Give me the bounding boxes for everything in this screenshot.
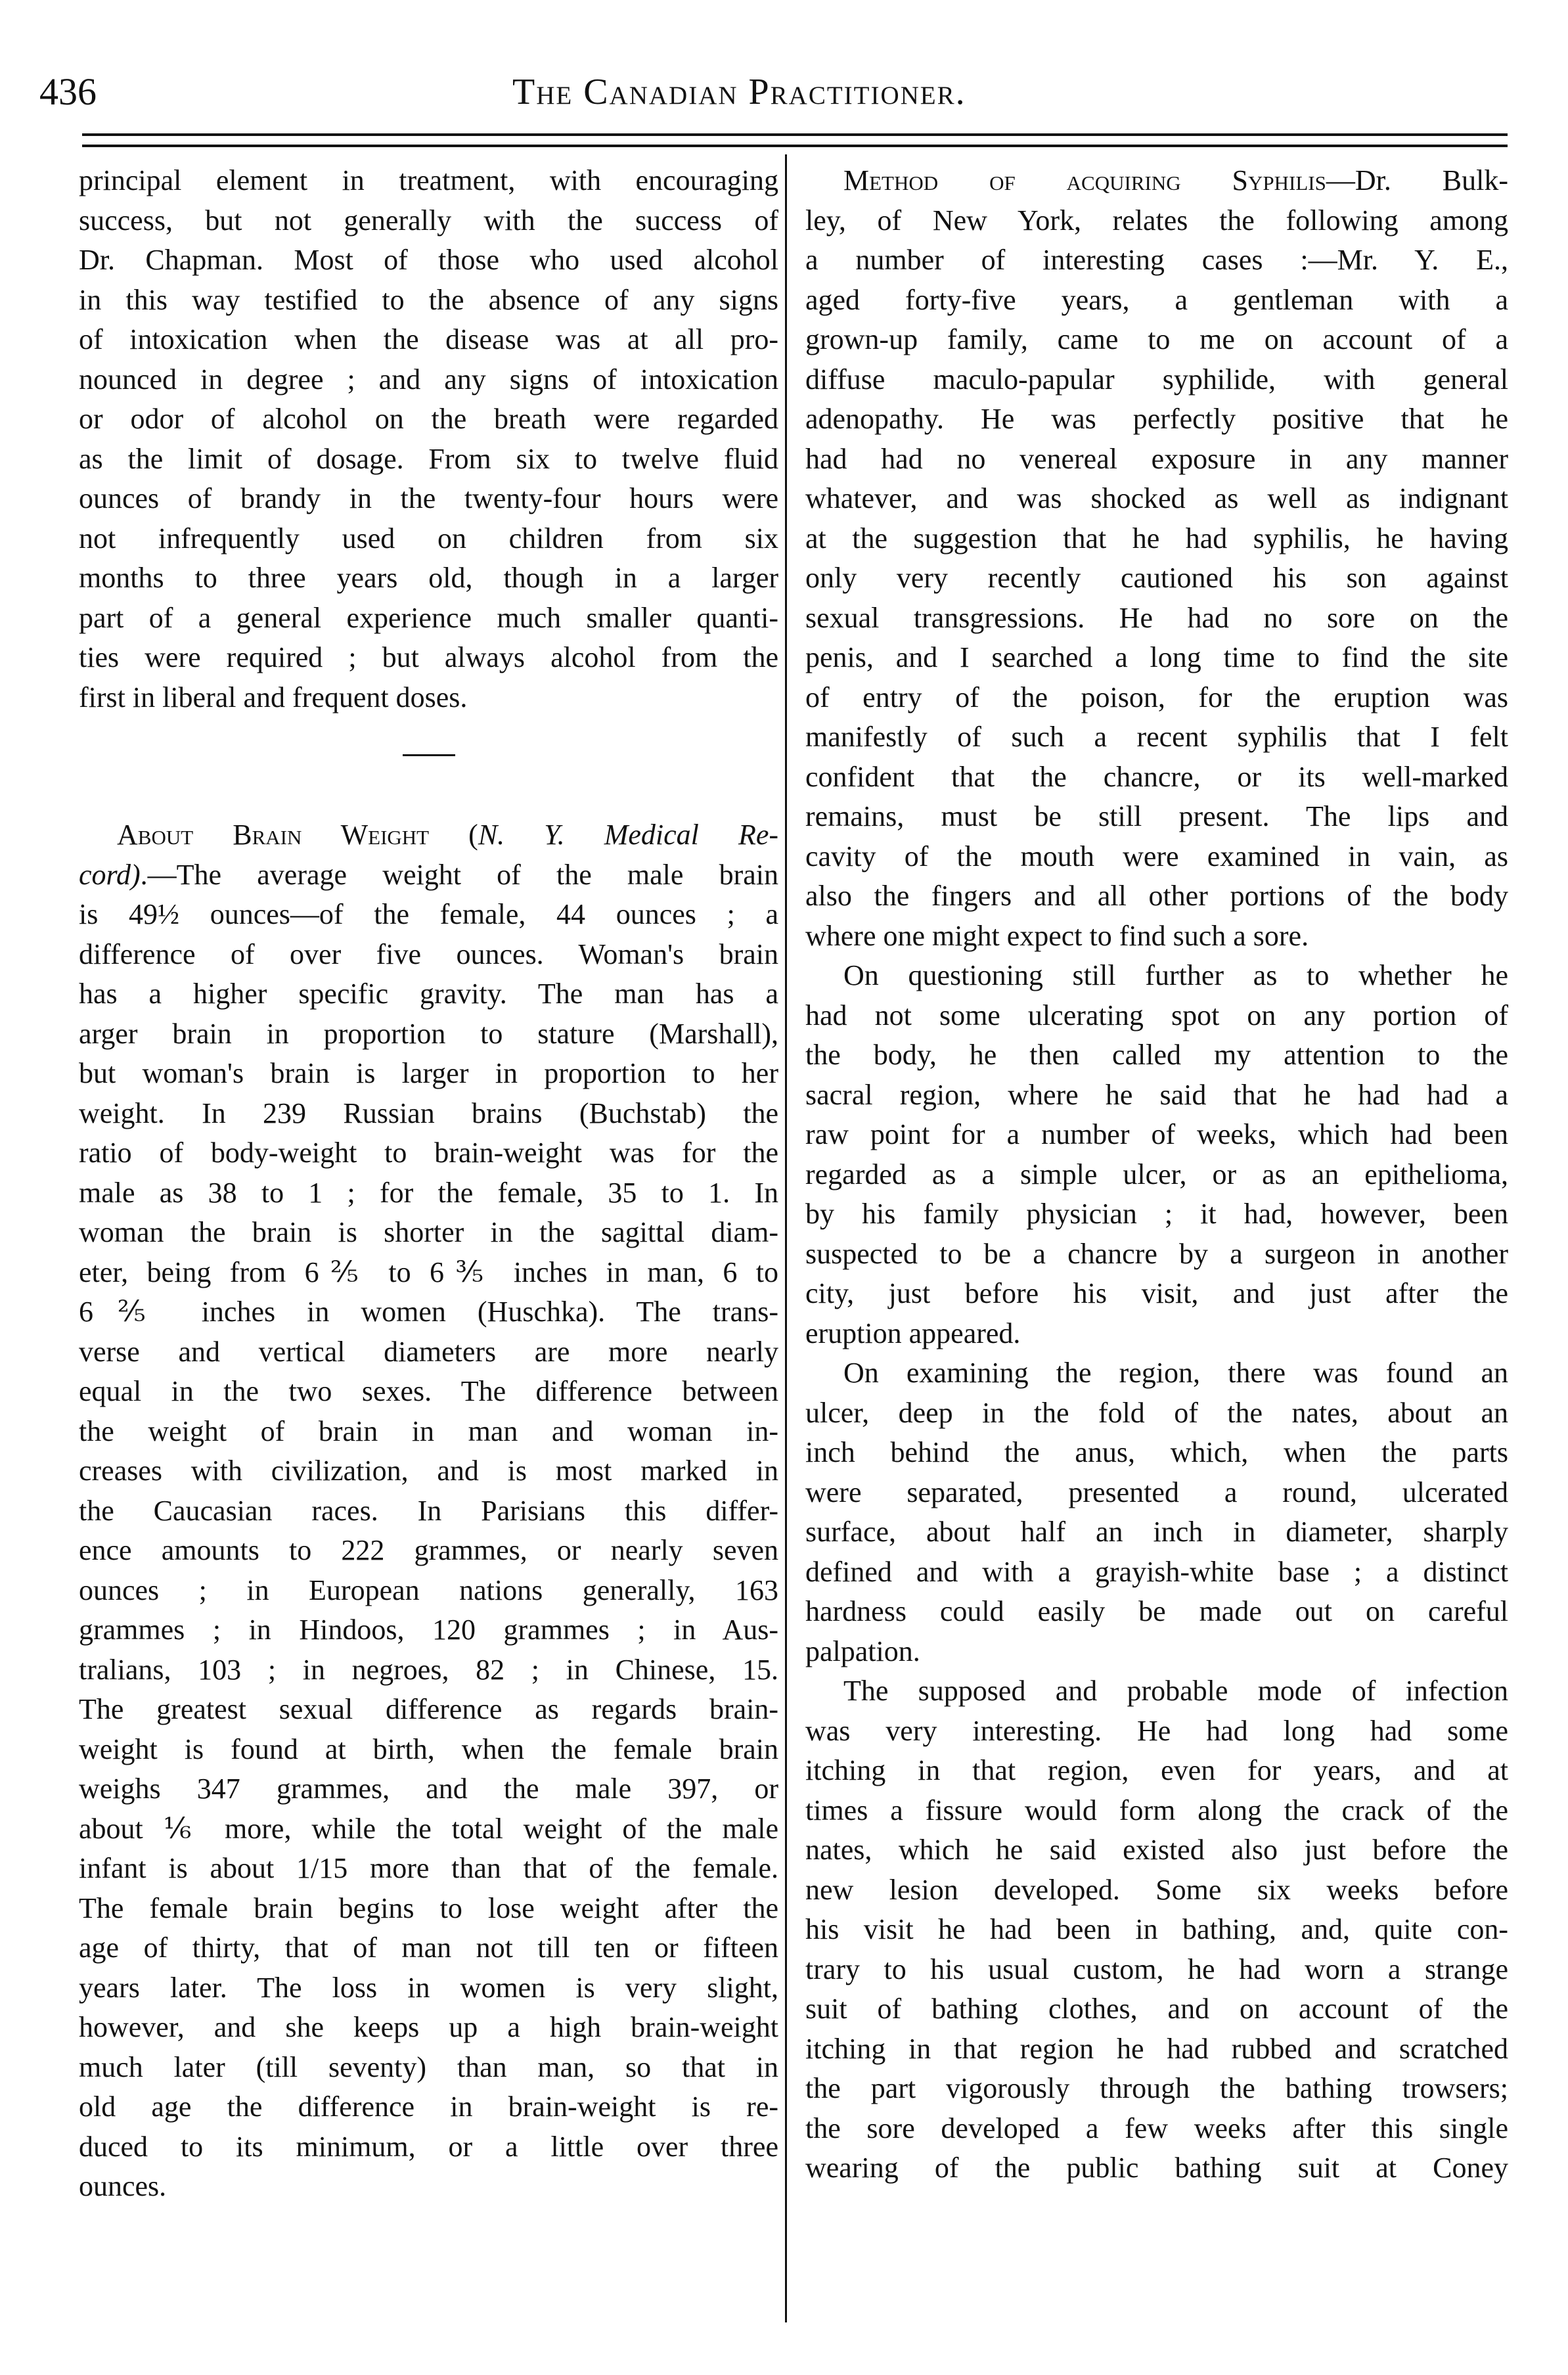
text-line: sacral region, where he said that he had had a [805, 1078, 1508, 1111]
text-line: sexual transgressions. He had no sore on the [805, 601, 1508, 634]
text-line: adenopathy. He was perfectly positive that he [805, 403, 1508, 435]
text-line: regarded as a simple ulcer, or as an epithelioma, [805, 1158, 1508, 1190]
text-line: only very recently cautioned his son against [805, 562, 1508, 594]
text-line: grammes ; in Hindoos, 120 grammes ; in Aus- [79, 1614, 778, 1646]
paragraph [805, 956, 1508, 1353]
text-line: part of a general experience much smaller quanti- [79, 601, 778, 634]
text-line: was very interesting. He had long had some [805, 1714, 1508, 1747]
text-line: eter, being from 6⅖ to 6⅗ inches in man, 6 to [79, 1255, 778, 1288]
text-line: a number of interesting cases :—Mr. Y. E., [805, 244, 1508, 276]
text-line: nates, which he said existed also just before the [805, 1834, 1508, 1866]
right-column [805, 161, 1508, 2188]
text-line: trary to his usual custom, he had worn a strange [805, 1953, 1508, 1985]
text-line: itching in that region, even for years, and at [805, 1754, 1508, 1786]
section-break-rule [403, 754, 455, 756]
text-line: suspected to be a chancre by a surgeon in another [805, 1237, 1508, 1270]
source-paren: ( [468, 819, 478, 851]
text-line: The supposed and probable mode of infection [843, 1675, 1508, 1707]
text-line: The greatest sexual difference as regards brain- [79, 1693, 778, 1725]
text-line: hardness could easily be made out on careful [805, 1595, 1508, 1627]
text-line: nounced in degree ; and any signs of intoxication [79, 363, 778, 396]
running-title: The Canadian Practitioner. [512, 72, 966, 112]
article-source: N. Y. Medical Re- [478, 819, 778, 851]
text-line: the weight of brain in man and woman in- [79, 1414, 778, 1447]
header-rule-bottom [82, 145, 1508, 147]
text-line: weighs 347 grammes, and the male 397, or [79, 1773, 778, 1805]
article-brain-weight [79, 815, 778, 2207]
text-line: success, but not generally with the success of [79, 204, 778, 237]
text-line: as the limit of dosage. From six to twelve fluid [79, 442, 778, 475]
text-line: also the fingers and all other portions of the body [805, 880, 1508, 912]
text-line: ties were required ; but always alcohol from the [79, 641, 778, 673]
article-source-cont: cord) [79, 858, 141, 891]
text-line: old age the difference in brain-weight is re- [79, 2091, 778, 2123]
text-line: On examining the region, there was found an [843, 1357, 1508, 1389]
text-line: duced to its minimum, or a little over three [79, 2130, 778, 2163]
article-title: About Brain Weight [117, 819, 430, 851]
article-line [79, 855, 778, 895]
text-line: by his family physician ; it had, however, been [805, 1198, 1508, 1230]
text-line: raw point for a number of weeks, which had been [805, 1118, 1508, 1150]
text-line: confident that the chancre, or its well-marked [805, 760, 1508, 793]
column-divider [785, 154, 787, 2322]
text-line: palpation. [805, 1635, 920, 1667]
text-line: however, and she keeps up a high brain-weight [79, 2011, 778, 2043]
text-line: manifestly of such a recent syphilis that I felt [805, 721, 1508, 753]
text-line: inch behind the anus, which, when the parts [805, 1436, 1508, 1468]
text-line: in this way testified to the absence of any signs [79, 283, 778, 316]
text-line: arger brain in proportion to stature (Marshall), [79, 1017, 778, 1050]
text-line: aged forty-five years, a gentleman with a [805, 283, 1508, 316]
text-line: has a higher specific gravity. The man has a [79, 978, 778, 1010]
paragraph [805, 1671, 1508, 2188]
text-line: The female brain begins to lose weight after the [79, 1891, 778, 1924]
article-text: —Dr. Bulk- [1326, 164, 1509, 196]
text-line: weight. In 239 Russian brains (Buchstab) the [79, 1097, 778, 1129]
text-line: where one might expect to find such a sore. [805, 919, 1309, 952]
text-line: eruption appeared. [805, 1317, 1021, 1349]
page-number: 436 [39, 70, 97, 113]
text-line: is 49½ ounces—of the female, 44 ounces ; a [79, 898, 778, 930]
text-line: penis, and I searched a long time to find the site [805, 641, 1508, 673]
article-syphilis [805, 161, 1508, 2188]
text-line: times a fissure would form along the crack of the [805, 1794, 1508, 1826]
text-line: the body, he then called my attention to the [805, 1039, 1508, 1071]
text-line: difference of over five ounces. Woman's brain [79, 938, 778, 970]
text-line: his visit he had been in bathing, and, quite con- [805, 1913, 1508, 1945]
text-line: defined and with a grayish-white base ; a distinct [805, 1555, 1508, 1588]
text-line: surface, about half an inch in diameter, sharply [805, 1516, 1508, 1548]
text-line: not infrequently used on children from six [79, 522, 778, 554]
text-line: whatever, and was shocked as well as indignant [805, 482, 1508, 514]
text-line: of intoxication when the disease was at all pro- [79, 323, 778, 355]
text-line: ratio of body-weight to brain-weight was for the [79, 1137, 778, 1169]
text-line: male as 38 to 1 ; for the female, 35 to 1. In [79, 1176, 778, 1209]
text-line: woman the brain is shorter in the sagittal diam- [79, 1216, 778, 1248]
article-body [805, 201, 1508, 2188]
paragraph [805, 201, 1508, 957]
text-line: Dr. Chapman. Most of those who used alcohol [79, 244, 778, 276]
text-line: remains, must be still present. The lips and [805, 800, 1508, 832]
text-line: were separated, presented a round, ulcerated [805, 1476, 1508, 1508]
text-line: infant is about 1/15 more than that of the female. [79, 1852, 778, 1884]
text-line: ulcer, deep in the fold of the nates, about an [805, 1396, 1508, 1429]
text-line: ounces. [79, 2170, 167, 2202]
header-rule-top [82, 133, 1508, 136]
text-line: the Caucasian races. In Parisians this differ- [79, 1494, 778, 1527]
text-line: the sore developed a few weeks after this single [805, 2112, 1508, 2144]
text-line: ounces ; in European nations generally, 163 [79, 1573, 778, 1606]
text-line: had had no venereal exposure in any manner [805, 442, 1508, 475]
text-line: had not some ulcerating spot on any portion of [805, 999, 1508, 1031]
text-line: at the suggestion that he had syphilis, he having [805, 522, 1508, 554]
continuation-paragraph [79, 161, 778, 717]
text-line: or odor of alcohol on the breath were regarded [79, 403, 778, 435]
text-line: the part vigorously through the bathing trowsers; [805, 2072, 1508, 2104]
text-line: ounces of brandy in the twenty-four hours were [79, 482, 778, 514]
text-line: itching in that region he had rubbed and scratched [805, 2032, 1508, 2065]
text-line: tralians, 103 ; in negroes, 82 ; in Chinese, 15. [79, 1653, 778, 1686]
text-line: about ⅙ more, while the total weight of the male [79, 1812, 778, 1845]
article-text: .—The average weight of the male brain [140, 858, 778, 891]
page-header [39, 66, 1517, 118]
text-line: verse and vertical diameters are more nearly [79, 1335, 778, 1368]
text-line: ence amounts to 222 grammes, or nearly seven [79, 1534, 778, 1566]
text-line: much later (till seventy) than man, so that in [79, 2050, 778, 2083]
text-line: first in liberal and frequent doses. [79, 681, 468, 713]
article-title: Method of acquiring Syphilis [843, 164, 1326, 196]
article-body [79, 895, 778, 2207]
text-line: ley, of New York, relates the following among [805, 204, 1508, 237]
article-heading-line [79, 815, 778, 855]
paragraph [805, 1353, 1508, 1671]
text-line: 6⅖ inches in women (Huschka). The trans- [79, 1296, 778, 1328]
left-column [79, 161, 778, 2207]
text-line: but woman's brain is larger in proportion to her [79, 1057, 778, 1089]
text-line: diffuse maculo-papular syphilide, with general [805, 363, 1508, 396]
text-line: new lesion developed. Some six weeks before [805, 1873, 1508, 1906]
text-line: weight is found at birth, when the female brain [79, 1732, 778, 1765]
text-line: age of thirty, that of man not till ten or fifteen [79, 1932, 778, 1964]
text-line: months to three years old, though in a larger [79, 562, 778, 594]
text-line: equal in the two sexes. The difference between [79, 1375, 778, 1407]
text-line: principal element in treatment, with encouraging [79, 164, 778, 196]
text-line: cavity of the mouth were examined in vain, as [805, 840, 1508, 872]
text-line: suit of bathing clothes, and on account of the [805, 1993, 1508, 2025]
article-heading-line [805, 161, 1508, 201]
text-line: city, just before his visit, and just after the [805, 1277, 1508, 1309]
text-line: of entry of the poison, for the eruption was [805, 681, 1508, 713]
text-line: grown-up family, came to me on account of a [805, 323, 1508, 355]
text-line: On questioning still further as to whether he [843, 959, 1508, 991]
text-line: wearing of the public bathing suit at Coney [805, 2152, 1508, 2184]
text-line: years later. The loss in women is very slight, [79, 1971, 778, 2004]
text-line: creases with civilization, and is most marked in [79, 1455, 778, 1487]
